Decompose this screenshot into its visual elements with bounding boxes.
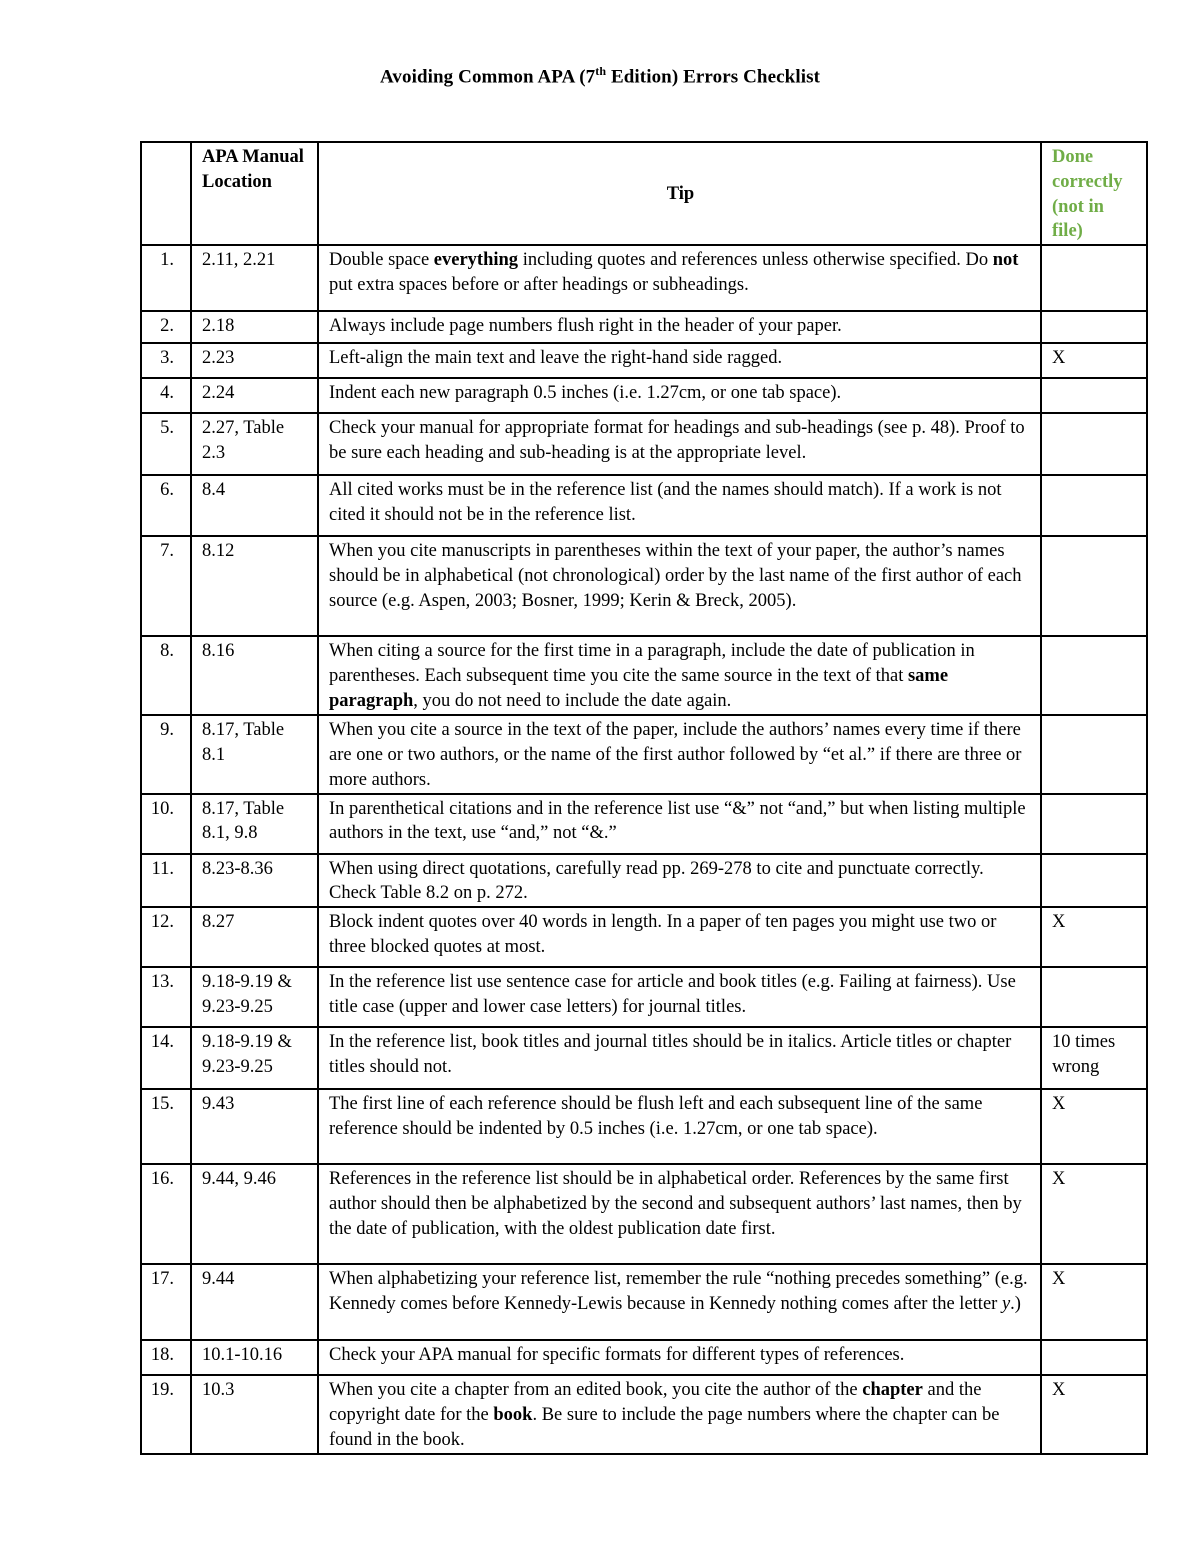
- tip-text: [318, 311, 1041, 343]
- done-status: [1041, 536, 1147, 636]
- table-row: [141, 1164, 1147, 1264]
- tip-segment: Check your manual for appropriate format for headings and sub-headings (see p. 48). Proof to be sure each heading and sub-heading is at the appropriate level.: [329, 418, 1025, 463]
- tip-text: [318, 907, 1041, 967]
- tip-segment: put extra spaces before or after headings or subheadings.: [329, 274, 749, 295]
- done-status: [1041, 413, 1147, 475]
- tip-text: [318, 1375, 1041, 1453]
- tip-segment: When you cite manuscripts in parentheses within the text of your paper, the author’s names should be in alphabetical (not chronological) order by the last name of the first author of each source (e.g. Aspen, 2003; Bosner, 1999; Kerin & Breck, 2005).: [329, 541, 1022, 611]
- row-number: 14.: [141, 1027, 191, 1089]
- row-number: 13.: [141, 967, 191, 1027]
- table-row: [141, 636, 1147, 715]
- done-status: X: [1041, 1089, 1147, 1164]
- checklist-table: [140, 141, 1148, 1455]
- manual-location: 9.44: [191, 1264, 318, 1340]
- done-status: [1041, 378, 1147, 413]
- table-row: [141, 854, 1147, 908]
- row-number: 3.: [141, 343, 191, 378]
- tip-segment: Check your APA manual for specific formats for different types of references.: [329, 1345, 905, 1366]
- tip-segment: All cited works must be in the reference list (and the names should match). If a work is not cited it should not be in the reference list.: [329, 480, 1002, 525]
- tip-text: [318, 1340, 1041, 1375]
- row-number: 8.: [141, 636, 191, 715]
- tip-segment: When using direct quotations, carefully read pp. 269-278 to cite and punctuate correctly. Check Table 8.2 on p. 272.: [329, 858, 984, 904]
- tip-text: [318, 854, 1041, 908]
- table-row: [141, 311, 1147, 343]
- done-status: X: [1041, 1164, 1147, 1264]
- tip-text: [318, 475, 1041, 536]
- tip-segment: Always include page numbers flush right in the header of your paper.: [329, 316, 842, 337]
- tip-segment: Indent each new paragraph 0.5 inches (i.e. 1.27cm, or one tab space).: [329, 383, 842, 404]
- done-status: X: [1041, 1375, 1147, 1453]
- tip-segment: When citing a source for the first time in a paragraph, include the date of publication in parentheses. Each subsequent time you cite the same source in the text of that: [329, 641, 975, 686]
- row-number: 5.: [141, 413, 191, 475]
- tip-segment: and the copyright date for the: [329, 1380, 982, 1425]
- tip-segment: Double space: [329, 250, 434, 271]
- table-row: [141, 967, 1147, 1027]
- manual-location: 9.44, 9.46: [191, 1164, 318, 1264]
- manual-location: 9.43: [191, 1089, 318, 1164]
- table-row: [141, 413, 1147, 475]
- tip-text: [318, 1089, 1041, 1164]
- table-row: [141, 1264, 1147, 1340]
- manual-location: 8.17, Table 8.1: [191, 715, 318, 793]
- tip-emphasis: book: [493, 1404, 533, 1425]
- tip-emphasis: not: [992, 250, 1019, 271]
- tip-segment: , you do not need to include the date again.: [413, 690, 732, 711]
- table-row: [141, 1340, 1147, 1375]
- done-status: [1041, 636, 1147, 715]
- tip-emphasis: everything: [433, 250, 519, 271]
- tip-italic: y: [1001, 1293, 1011, 1314]
- title-superscript: th: [595, 64, 607, 78]
- tip-segment: In parenthetical citations and in the reference list use “&” not “and,” but when listing multiple authors in the text, use “and,” not “&.”: [329, 798, 1026, 844]
- tip-text: [318, 343, 1041, 378]
- tip-text: [318, 378, 1041, 413]
- tip-text: [318, 794, 1041, 854]
- manual-location: 9.18-9.19 & 9.23-9.25: [191, 967, 318, 1027]
- tip-segment: When alphabetizing your reference list, remember the rule “nothing precedes something” (e.g. Kennedy comes before Kennedy-Lewis because in Kennedy nothing comes after the letter: [329, 1269, 1028, 1314]
- tip-text: [318, 967, 1041, 1027]
- tip-text: [318, 1264, 1041, 1340]
- tip-text: [318, 1164, 1041, 1264]
- row-number: 11.: [141, 854, 191, 908]
- manual-location: 9.18-9.19 & 9.23-9.25: [191, 1027, 318, 1089]
- table-row: [141, 378, 1147, 413]
- tip-segment: .): [1010, 1293, 1021, 1314]
- done-status: [1041, 715, 1147, 793]
- tip-text: [318, 413, 1041, 475]
- manual-location: 8.23-8.36: [191, 854, 318, 908]
- manual-location: 2.24: [191, 378, 318, 413]
- tip-segment: including quotes and references unless otherwise specified. Do: [518, 250, 993, 271]
- tip-column-header: Tip: [318, 142, 1041, 245]
- done-status: 10 times wrong: [1041, 1027, 1147, 1089]
- manual-location: 8.27: [191, 907, 318, 967]
- manual-location: 2.23: [191, 343, 318, 378]
- done-status: [1041, 794, 1147, 854]
- table-row: [141, 245, 1147, 311]
- manual-location: 8.4: [191, 475, 318, 536]
- done-column-header: Done correctly (not in file): [1041, 142, 1147, 245]
- manual-location: 8.17, Table 8.1, 9.8: [191, 794, 318, 854]
- header-row: [141, 142, 1147, 245]
- row-number: 1.: [141, 245, 191, 311]
- tip-text: [318, 636, 1041, 715]
- done-status: X: [1041, 1264, 1147, 1340]
- tip-emphasis: chapter: [862, 1380, 923, 1401]
- manual-location: 2.18: [191, 311, 318, 343]
- tip-segment: When you cite a source in the text of the paper, include the authors’ names every time if there are one or two authors, or the name of the first author followed by “et al.” if there are three or more authors.: [329, 720, 1022, 790]
- row-number: 15.: [141, 1089, 191, 1164]
- table-row: [141, 475, 1147, 536]
- row-number: 16.: [141, 1164, 191, 1264]
- done-status: [1041, 854, 1147, 908]
- row-number: 19.: [141, 1375, 191, 1453]
- tip-segment: Left-align the main text and leave the right-hand side ragged.: [329, 348, 783, 369]
- table-row: [141, 907, 1147, 967]
- done-status: [1041, 311, 1147, 343]
- done-status: X: [1041, 907, 1147, 967]
- table-row: [141, 1089, 1147, 1164]
- tip-segment: In the reference list, book titles and journal titles should be in italics. Article titles or chapter titles should not.: [329, 1032, 1012, 1077]
- row-number: 4.: [141, 378, 191, 413]
- table-row: [141, 794, 1147, 854]
- row-number: 9.: [141, 715, 191, 793]
- location-column-header: APA Manual Location: [191, 142, 318, 245]
- row-number: 2.: [141, 311, 191, 343]
- table-row: [141, 1027, 1147, 1089]
- tip-text: [318, 245, 1041, 311]
- done-status: [1041, 245, 1147, 311]
- tip-segment: . Be sure to include the page numbers where the chapter can be found in the book.: [329, 1404, 1000, 1450]
- manual-location: 8.16: [191, 636, 318, 715]
- checklist-rows: [141, 245, 1147, 1453]
- row-number: 17.: [141, 1264, 191, 1340]
- row-number: 18.: [141, 1340, 191, 1375]
- document-title: [0, 64, 1200, 88]
- tip-segment: In the reference list use sentence case for article and book titles (e.g. Failing at fairness). Use title case (upper and lower case letters) for journal titles.: [329, 972, 1016, 1017]
- table-row: [141, 1375, 1147, 1453]
- done-status: [1041, 967, 1147, 1027]
- row-number: 10.: [141, 794, 191, 854]
- number-column-header: [141, 142, 191, 245]
- manual-location: 2.11, 2.21: [191, 245, 318, 311]
- table-row: [141, 536, 1147, 636]
- tip-text: [318, 1027, 1041, 1089]
- done-status: X: [1041, 343, 1147, 378]
- tip-segment: References in the reference list should be in alphabetical order. References by the same first author should then be alphabetized by the second and subsequent authors’ last names, then by the date of publication, with the oldest publication date first.: [329, 1169, 1022, 1239]
- row-number: 12.: [141, 907, 191, 967]
- manual-location: 8.12: [191, 536, 318, 636]
- tip-segment: The first line of each reference should be flush left and each subsequent line of the same reference should be indented by 0.5 inches (i.e. 1.27cm, or one tab space).: [329, 1094, 983, 1139]
- tip-text: [318, 715, 1041, 793]
- manual-location: 10.1-10.16: [191, 1340, 318, 1375]
- table-row: [141, 343, 1147, 378]
- manual-location: 10.3: [191, 1375, 318, 1453]
- tip-emphasis: same paragraph: [329, 665, 949, 711]
- tip-segment: When you cite a chapter from an edited book, you cite the author of the: [329, 1380, 863, 1401]
- done-status: [1041, 475, 1147, 536]
- row-number: 6.: [141, 475, 191, 536]
- table-row: [141, 715, 1147, 793]
- manual-location: 2.27, Table 2.3: [191, 413, 318, 475]
- tip-text: [318, 536, 1041, 636]
- title-text: Avoiding Common APA (7: [379, 66, 596, 88]
- title-text-end: Edition) Errors Checklist: [606, 66, 821, 88]
- done-status: [1041, 1340, 1147, 1375]
- row-number: 7.: [141, 536, 191, 636]
- tip-segment: Block indent quotes over 40 words in length. In a paper of ten pages you might use two or three blocked quotes at most.: [329, 912, 997, 957]
